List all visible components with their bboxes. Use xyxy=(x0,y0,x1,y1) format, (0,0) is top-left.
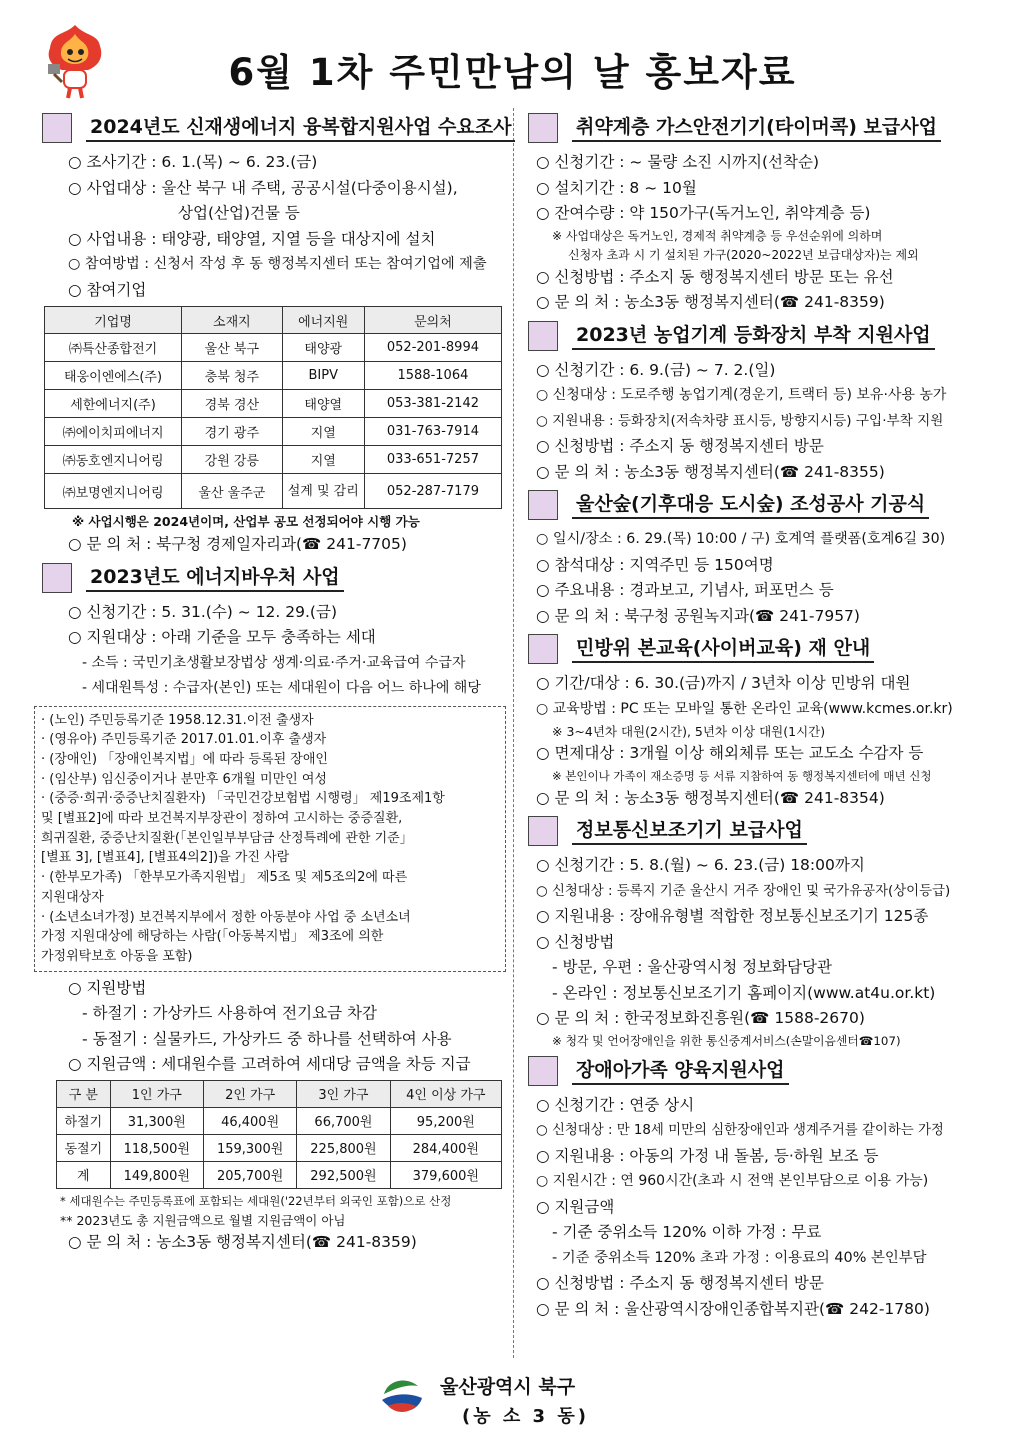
table-header-cell: 소재지 xyxy=(182,307,283,334)
box-line: · (한부모가족) 「한부모가족지원법」 제5조 및 제5조의2에 따른 xyxy=(41,870,408,886)
footer xyxy=(378,1366,658,1430)
section-title: 2023년 농업기계 등화장치 부착 지원사업 xyxy=(572,322,935,350)
info-line: 상업(산업)건물 등 xyxy=(178,204,300,222)
table-cell: 하절기 xyxy=(57,1107,111,1134)
table-cell: 강원 강릉 xyxy=(182,446,283,474)
table-cell: 세한에너지(주) xyxy=(45,390,182,418)
table-cell: 66,700원 xyxy=(297,1107,390,1134)
info-line: ○ 참여방법 : 신청서 작성 후 동 행정복지센터 또는 참여기업에 제출 xyxy=(68,256,487,272)
table-cell: 284,400원 xyxy=(390,1134,501,1161)
voucher-amount-table xyxy=(56,1080,502,1189)
table-header-cell: 1인 가구 xyxy=(110,1080,203,1107)
box-line: 및 [별표2]에 따라 보건복지부장관이 정하여 고시하는 중증질환, xyxy=(41,811,403,827)
contact-line: ○ 문 의 처 : 농소3동 행정복지센터(☎ 241-8359) xyxy=(68,1232,417,1251)
section-marker xyxy=(528,816,558,846)
table-row xyxy=(45,446,502,474)
page-title: 6월 1차 주민만남의 날 홍보자료 xyxy=(228,51,797,94)
section-header xyxy=(528,1055,988,1087)
info-line: - 방문, 우편 : 울산광역시청 정보화담당관 xyxy=(552,958,832,976)
table-cell: 052-201-8994 xyxy=(364,334,501,362)
box-line: · (노인) 주민등록기준 1958.12.31.이전 출생자 xyxy=(41,712,314,728)
section-header xyxy=(42,562,502,594)
table-cell: 033-651-7257 xyxy=(364,446,501,474)
table-header-cell: 에너지원 xyxy=(282,307,364,334)
info-line: ○ 신청기간 : 연중 상시 xyxy=(536,1095,695,1114)
table-header-cell: 구 분 xyxy=(57,1080,111,1107)
table-cell: ㈜동호엔지니어링 xyxy=(45,446,182,474)
table-row xyxy=(45,474,502,509)
contact-line: ○ 문 의 처 : 농소3동 행정복지센터(☎ 241-8359) xyxy=(536,293,885,311)
section-header xyxy=(528,320,988,352)
info-line: ○ 신청대상 : 도로주행 농업기계(경운기, 트랙터 등) 보유·사용 농가 xyxy=(536,387,947,403)
info-line: ○ 지원시간 : 연 960시간(초과 시 전액 본인부담으로 이용 가능) xyxy=(536,1173,929,1189)
footer-dong-name: (농 소 3 동) xyxy=(462,1406,589,1427)
info-line: ○ 신청대상 : 등록지 기준 울산시 거주 장애인 및 국가유공자(상이등급) xyxy=(536,883,951,899)
table-header-cell: 4인 이상 가구 xyxy=(390,1080,501,1107)
box-line: · (영유아) 주민등록기준 2017.01.01.이후 출생자 xyxy=(41,732,327,748)
section-marker xyxy=(42,563,72,593)
info-line: ○ 신청기간 : ~ 물량 소진 시까지(선착순) xyxy=(536,153,820,171)
table-cell: 울산 북구 xyxy=(182,334,283,362)
info-line: ○ 지원내용 : 등화장치(저속차량 표시등, 방향지시등) 구입·부착 지원 xyxy=(536,412,944,429)
table-row xyxy=(45,390,502,418)
info-line: - 소득 : 국민기초생활보장법상 생계·의료·주거·교육급여 수급자 xyxy=(82,654,466,671)
info-line: ○ 참석대상 : 지역주민 등 150여명 xyxy=(536,555,774,574)
table-cell: ㈜보명엔지니어링 xyxy=(45,474,182,509)
table-cell: 지열 xyxy=(282,446,364,474)
note: 신청자 초과 시 기 설치된 가구(2020~2022년 보급대상자)는 제외 xyxy=(568,247,919,262)
info-line: ○ 면제대상 : 3개월 이상 해외체류 또는 교도소 수감자 등 xyxy=(536,744,924,762)
box-line: [별표 3], [별표4], [별표4의2])을 가진 사람 xyxy=(41,850,290,866)
table-cell: 설계 및 감리 xyxy=(282,474,364,509)
table-cell: 지열 xyxy=(282,418,364,446)
section-title: 정보통신보조기기 보급사업 xyxy=(572,817,807,845)
info-line: ○ 신청대상 : 만 18세 미만의 심한장애인과 생계주거를 같이하는 가정 xyxy=(536,1123,944,1138)
contact-line: ○ 문 의 처 : 울산광역시장애인종합복지관(☎ 242-1780) xyxy=(536,1299,930,1318)
section-header xyxy=(528,489,988,521)
table-cell: 46,400원 xyxy=(203,1107,296,1134)
table-cell: 118,500원 xyxy=(110,1134,203,1161)
box-line: · (소년소녀가정) 보건복지부에서 정한 아동분야 사업 중 소년소녀 xyxy=(41,909,411,925)
note: * 세대원수는 주민등록표에 포함되는 세대원('22년부터 외국인 포함)으로 산정 xyxy=(60,1193,452,1208)
contact-line: ○ 문 의 처 : 농소3동 행정복지센터(☎ 241-8354) xyxy=(536,788,885,807)
info-line: - 세대원특성 : 수급자(본인) 또는 세대원이 다음 어느 하나에 해당 xyxy=(82,680,481,696)
table-cell: 1588-1064 xyxy=(364,362,501,390)
contact-line: ○ 문 의 처 : 북구청 공원녹지과(☎ 241-7957) xyxy=(536,606,860,625)
table-cell: 경기 광주 xyxy=(182,418,283,446)
box-line: · (장애인) 「장애인복지법」에 따라 등록된 장애인 xyxy=(41,751,328,767)
table-cell: 태양광 xyxy=(282,334,364,362)
section-title: 장애아가족 양육지원사업 xyxy=(572,1057,789,1085)
section-header xyxy=(42,112,512,144)
eligibility-box xyxy=(34,706,506,972)
box-line: 가정위탁보호 아동을 포함) xyxy=(41,948,193,964)
info-line: ○ 신청기간 : 6. 9.(금) ~ 7. 2.(일) xyxy=(536,360,776,379)
table-row xyxy=(45,334,502,362)
section-title: 2023년도 에너지바우처 사업 xyxy=(86,564,344,592)
table-row xyxy=(45,362,502,390)
table-row xyxy=(57,1161,502,1188)
info-line: ○ 사업대상 : 울산 북구 내 주택, 공공시설(다중이용시설), xyxy=(68,178,458,197)
info-line: ○ 신청방법 : 주소지 동 행정복지센터 방문 또는 유선 xyxy=(536,267,894,286)
table-cell: 동절기 xyxy=(57,1134,111,1161)
section-title: 민방위 본교육(사이버교육) 재 안내 xyxy=(572,635,874,663)
note: ※ 본인이나 가족이 재소증명 등 서류 지참하여 동 행정복지센터에 매년 신청 xyxy=(552,768,932,783)
table-cell: 149,800원 xyxy=(110,1161,203,1188)
table-cell: 292,500원 xyxy=(297,1161,390,1188)
box-line: · (중증·희귀·중증난치질환자) 「국민건강보험법 시행령」 제19조제1항 xyxy=(41,791,445,807)
section-marker xyxy=(528,113,558,143)
section-marker xyxy=(528,1056,558,1086)
section-title: 2024년도 신재생에너지 융복합지원사업 수요조사 xyxy=(86,114,515,142)
table-row xyxy=(45,418,502,446)
contact-line: ○ 문 의 처 : 농소3동 행정복지센터(☎ 241-8355) xyxy=(536,462,885,481)
info-line: ○ 일시/장소 : 6. 29.(목) 10:00 / 구) 호계역 플랫폼(호계6길 30) xyxy=(536,531,946,547)
box-line: 가정 지원대상에 해당하는 사람(「아동복지법」 제3조에 의한 xyxy=(41,929,384,945)
section-marker xyxy=(528,634,558,664)
table-cell: 052-287-7179 xyxy=(364,474,501,509)
note: ※ 청각 및 언어장애인을 위한 통신중계서비스(손말이음센터☎107) xyxy=(552,1033,901,1048)
info-line: ○ 지원내용 : 아동의 가정 내 돌봄, 등·하원 보조 등 xyxy=(536,1146,879,1165)
info-line: - 하절기 : 가상카드 사용하여 전기요금 차감 xyxy=(82,1004,377,1023)
info-line: ○ 주요내용 : 경과보고, 기념사, 퍼포먼스 등 xyxy=(536,581,834,599)
info-line: - 기준 중위소득 120% 초과 가정 : 이용료의 40% 본인부담 xyxy=(552,1249,927,1266)
info-line: - 동절기 : 실물카드, 가상카드 중 하나를 선택하여 사용 xyxy=(82,1029,452,1048)
info-line: ○ 지원금액 xyxy=(536,1197,615,1216)
left-column xyxy=(41,108,512,1255)
table-cell: ㈜에이치피에너지 xyxy=(45,418,182,446)
box-line: 희귀질환, 중증난치질환(「본인일부부담금 산정특례에 관한 기준」 xyxy=(41,830,413,846)
table-row xyxy=(57,1107,502,1134)
table-cell: 205,700원 xyxy=(203,1161,296,1188)
company-table xyxy=(44,306,502,509)
section-marker xyxy=(528,490,558,520)
contact-line: ○ 문 의 처 : 북구청 경제일자리과(☎ 241-7705) xyxy=(68,535,407,553)
note: ** 2023년도 총 지원금액으로 월별 지원금액이 아님 xyxy=(60,1212,346,1228)
info-line: ○ 교육방법 : PC 또는 모바일 통한 온라인 교육(www.kcmes.or.kr) xyxy=(536,700,953,717)
table-row xyxy=(57,1134,502,1161)
info-line: ○ 기간/대상 : 6. 30.(금)까지 / 3년차 이상 민방위 대원 xyxy=(536,674,911,692)
table-cell: 031-763-7914 xyxy=(364,418,501,446)
info-line: ○ 지원대상 : 아래 기준을 모두 충족하는 세대 xyxy=(68,628,376,646)
section-header xyxy=(528,815,988,847)
info-line: - 기준 중위소득 120% 이하 가정 : 무료 xyxy=(552,1223,822,1241)
table-cell: 31,300원 xyxy=(110,1107,203,1134)
table-cell: ㈜특산종합전기 xyxy=(45,334,182,362)
info-line: ○ 설치기간 : 8 ~ 10월 xyxy=(536,178,697,197)
table-cell: 태웅이엔에스(주) xyxy=(45,362,182,390)
right-column xyxy=(528,108,988,1322)
section-marker xyxy=(42,113,72,143)
footer-org-name: 울산광역시 북구 xyxy=(440,1376,576,1398)
section-header xyxy=(528,633,988,665)
table-cell: 경북 경산 xyxy=(182,390,283,418)
table-header-row xyxy=(57,1080,502,1107)
info-line: - 온라인 : 정보통신보조기기 홈페이지(www.at4u.or.kt) xyxy=(552,983,936,1002)
table-cell: 울산 울주군 xyxy=(182,474,283,509)
info-line: ○ 지원금액 : 세대원수를 고려하여 세대당 금액을 차등 지급 xyxy=(68,1055,471,1074)
table-cell: 159,300원 xyxy=(203,1134,296,1161)
table-header-cell: 2인 가구 xyxy=(203,1080,296,1107)
note: ※ 사업시행은 2024년이며, 산업부 공모 선정되어야 시행 가능 xyxy=(72,514,420,529)
table-cell: 충북 청주 xyxy=(182,362,283,390)
info-line: ○ 사업내용 : 태양광, 태양열, 지열 등을 대상지에 설치 xyxy=(68,229,436,248)
table-cell: BIPV xyxy=(282,362,364,390)
info-line: ○ 참여기업 xyxy=(68,280,147,299)
table-cell: 379,600원 xyxy=(390,1161,501,1188)
info-line: ○ 신청방법 xyxy=(536,932,615,951)
section-header xyxy=(528,112,988,144)
table-header-cell: 3인 가구 xyxy=(297,1080,390,1107)
info-line: ○ 지원방법 xyxy=(68,978,147,997)
table-header-cell: 기업명 xyxy=(45,307,182,334)
box-line: · (임산부) 임신중이거나 분만후 6개월 미만인 여성 xyxy=(41,771,327,787)
buk-gu-logo-icon xyxy=(378,1372,426,1420)
section-title: 울산숲(기후대응 도시숲) 조성공사 기공식 xyxy=(572,491,929,519)
table-header-row xyxy=(45,307,502,334)
info-line: ○ 신청방법 : 주소지 동 행정복지센터 방문 xyxy=(536,437,824,455)
info-line: ○ 지원내용 : 장애유형별 적합한 정보통신보조기기 125종 xyxy=(536,907,929,925)
table-cell: 95,200원 xyxy=(390,1107,501,1134)
table-cell: 225,800원 xyxy=(297,1134,390,1161)
info-line: ○ 잔여수량 : 약 150가구(독거노인, 취약계층 등) xyxy=(536,204,871,222)
info-line: ○ 신청방법 : 주소지 동 행정복지센터 방문 xyxy=(536,1274,824,1292)
info-line: ○ 신청기간 : 5. 8.(월) ~ 6. 23.(금) 18:00까지 xyxy=(536,856,865,874)
section-title: 취약계층 가스안전기기(타이머콕) 보급사업 xyxy=(572,114,941,142)
info-line: ○ 조사기간 : 6. 1.(목) ~ 6. 23.(금) xyxy=(68,153,318,171)
info-line: ○ 신청기간 : 5. 31.(수) ~ 12. 29.(금) xyxy=(68,602,337,621)
contact-line: ○ 문 의 처 : 한국정보화진흥원(☎ 1588-2670) xyxy=(536,1009,865,1027)
column-divider xyxy=(513,108,514,1358)
table-cell: 태양열 xyxy=(282,390,364,418)
table-cell: 053-381-2142 xyxy=(364,390,501,418)
section-marker xyxy=(528,321,558,351)
table-header-cell: 문의처 xyxy=(364,307,501,334)
note: ※ 3~4년차 대원(2시간), 5년차 이상 대원(1시간) xyxy=(552,724,826,739)
note: ※ 사업대상은 독거노인, 경제적 취약계층 등 우선순위에 의하며 xyxy=(552,228,883,243)
box-line: 지원대상자 xyxy=(41,889,104,905)
table-cell: 계 xyxy=(57,1161,111,1188)
